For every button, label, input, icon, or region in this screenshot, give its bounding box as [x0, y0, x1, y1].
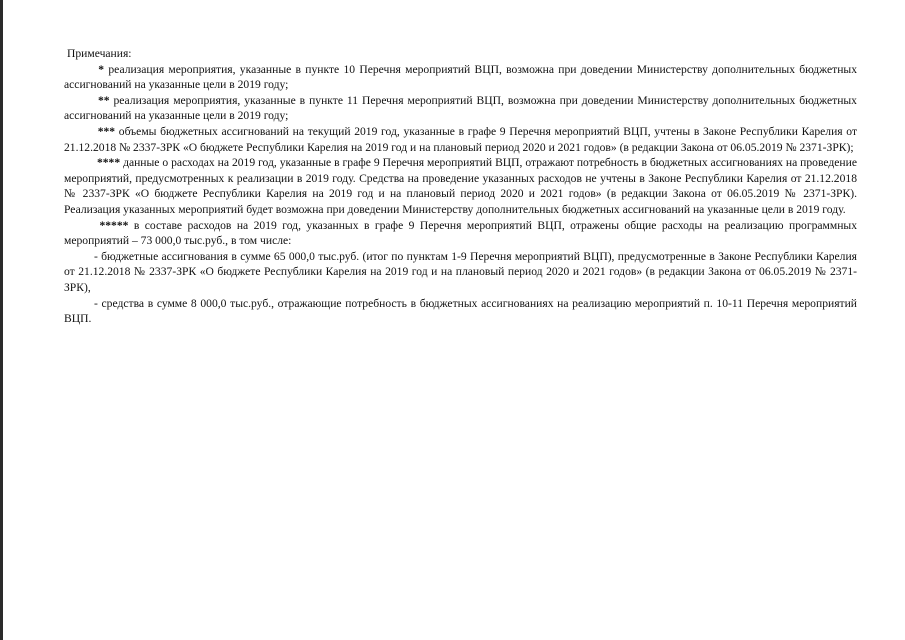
notes-heading: Примечания:: [67, 47, 132, 60]
note-4-text: данные о расходах на 2019 год, указанные в графе 9 Перечня мероприятий ВЦП, отражают потребность в бюджетных ассигнованиях на проведение мероприятий, предусмотренных к реализации в 2019 году. Средства на проведение указанных расходов не учтены в Законе Республики Карелия от 21.12.2018 № 2337-ЗРК «О бюджете Республики Карелия на 2019 год и на плановый период 2020 и 2021 годов» (в редакции Закона от 06.05.2019 № 2371-ЗРК). Реализация указанных мероприятий будет возможна при доведении Министерству дополнительных бюджетных ассигнований на указанные цели в 2019 году.: [64, 156, 857, 216]
sub-item-1: - бюджетные ассигнования в сумме 65 000,0 тыс.руб. (итог по пунктам 1-9 Перечня мероприятий ВЦП), предусмотренные в Законе Республики Карелия от 21.12.2018 № 2337-ЗРК «О бюджете Республики Карелия на 2019 год и на плановый период 2020 и 2021 годов» (в редакции Закона от 06.05.2019 № 2371-ЗРК),: [64, 249, 857, 294]
note-1: [64, 62, 857, 93]
note-2: [64, 93, 857, 124]
note-4-marker: ****: [96, 156, 121, 170]
note-1-marker: *: [98, 62, 105, 76]
note-5-marker: *****: [99, 218, 129, 232]
note-5: [64, 218, 857, 249]
note-2-text: реализация мероприятия, указанные в пункте 11 Перечня мероприятий ВЦП, возможна при доведении Министерству дополнительных бюджетных ассигнований на указанные цели в 2019 году;: [64, 93, 857, 123]
note-4: [64, 155, 857, 217]
scan-left-edge: [0, 0, 3, 640]
note-2-marker: **: [97, 93, 110, 107]
note-5-text: в составе расходов на 2019 год, указанных в графе 9 Перечня мероприятий ВЦП, отражены общие расходы на реализацию программных мероприятий – 73 000,0 тыс.руб., в том числе:: [64, 218, 857, 248]
notes-section: [64, 46, 857, 327]
note-1-text: реализация мероприятия, указанные в пункте 10 Перечня мероприятий ВЦП, возможна при доведении Министерству дополнительных бюджетных ассигнований на указанные цели в 2019 году;: [64, 62, 857, 92]
note-3-marker: ***: [97, 124, 116, 138]
note-3: [64, 124, 857, 155]
sub-item-2: - средства в сумме 8 000,0 тыс.руб., отражающие потребность в бюджетных ассигнованиях на реализацию мероприятий п. 10-11 Перечня мероприятий ВЦП.: [64, 296, 857, 326]
note-3-text: объемы бюджетных ассигнований на текущий 2019 год, указанные в графе 9 Перечня мероприятий ВЦП, учтены в Законе Республики Карелия от 21.12.2018 № 2337-ЗРК «О бюджете Республики Карелия на 2019 год и на плановый период 2020 и 2021 годов» (в редакции Закона от 06.05.2019 № 2371-ЗРК);: [64, 124, 858, 154]
